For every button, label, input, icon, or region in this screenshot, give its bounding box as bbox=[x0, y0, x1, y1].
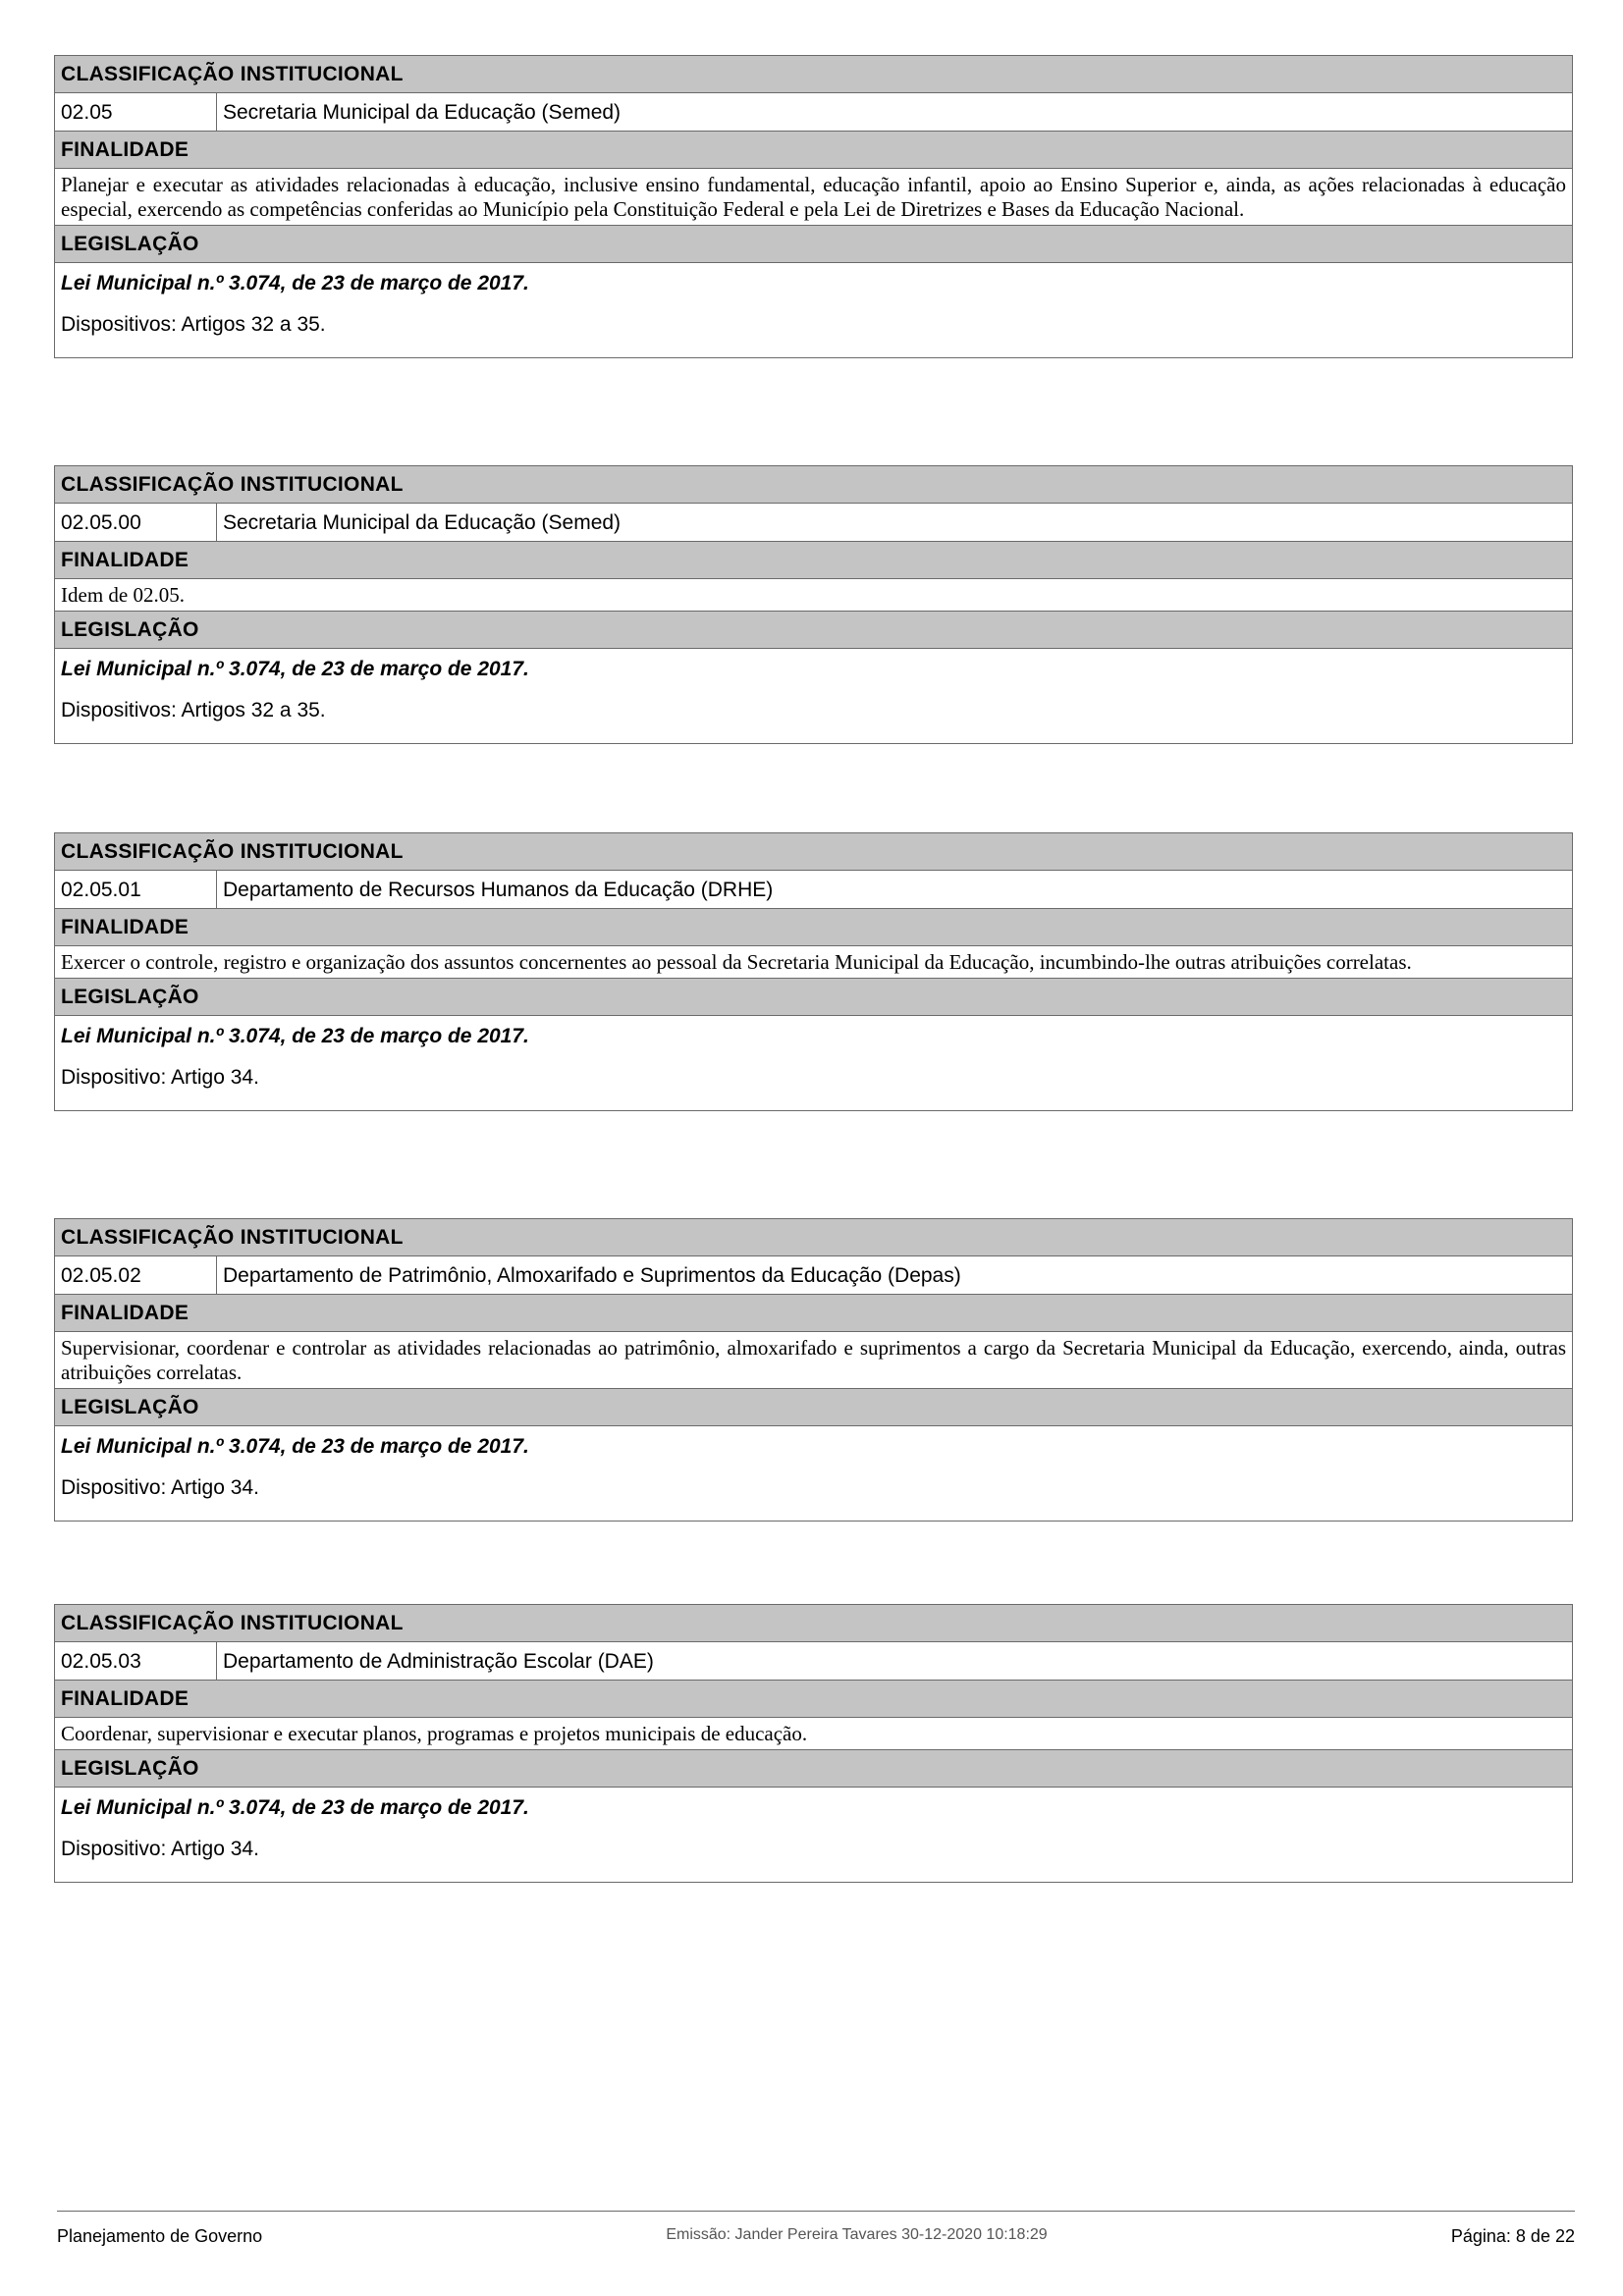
classification-code: 02.05.01 bbox=[55, 871, 217, 908]
purpose-text: Supervisionar, coordenar e controlar as atividades relacionadas ao patrimônio, almoxarifado e suprimentos a cargo da Secretaria Municipal da Educação, exercendo, ainda, outras atribuições correlatas. bbox=[55, 1332, 1572, 1389]
classification-block bbox=[54, 55, 1573, 358]
purpose-header: FINALIDADE bbox=[55, 1295, 1572, 1332]
purpose-header: FINALIDADE bbox=[55, 132, 1572, 169]
legislation-section bbox=[55, 649, 1572, 743]
page-footer bbox=[57, 2211, 1575, 2247]
provisions-text: Dispositivos: Artigos 32 a 35. bbox=[61, 699, 326, 721]
law-reference: Lei Municipal n.º 3.074, de 23 de março de 2017. bbox=[61, 658, 529, 680]
legislation-section bbox=[55, 1426, 1572, 1521]
unit-name: Departamento de Patrimônio, Almoxarifado e Suprimentos da Educação (Depas) bbox=[223, 1264, 961, 1287]
law-reference: Lei Municipal n.º 3.074, de 23 de março de 2017. bbox=[61, 1025, 529, 1047]
law-reference: Lei Municipal n.º 3.074, de 23 de março de 2017. bbox=[61, 1796, 529, 1819]
legislation-header: LEGISLAÇÃO bbox=[55, 979, 1572, 1016]
classification-header: CLASSIFICAÇÃO INSTITUCIONAL bbox=[55, 1219, 1572, 1256]
purpose-text: Idem de 02.05. bbox=[55, 579, 1572, 612]
classification-code: 02.05 bbox=[55, 93, 217, 131]
unit-name: Secretaria Municipal da Educação (Semed) bbox=[223, 101, 622, 124]
page-number: Página: 8 de 22 bbox=[1450, 2226, 1575, 2246]
purpose-text: Planejar e executar as atividades relacionadas à educação, inclusive ensino fundamental, educação infantil, apoio ao Ensino Superior e, ainda, as ações relacionadas à educação especial, exercendo as competências conferidas ao Município pela Constituição Federal e pela Lei de Diretrizes e Bases da Educação Nacional. bbox=[55, 169, 1572, 226]
provisions-text: Dispositivo: Artigo 34. bbox=[61, 1066, 259, 1089]
identifier-row bbox=[55, 871, 1572, 909]
classification-header: CLASSIFICAÇÃO INSTITUCIONAL bbox=[55, 833, 1572, 871]
unit-name: Secretaria Municipal da Educação (Semed) bbox=[223, 511, 622, 534]
identifier-row bbox=[55, 93, 1572, 132]
provisions-text: Dispositivo: Artigo 34. bbox=[61, 1838, 259, 1860]
classification-code: 02.05.02 bbox=[55, 1256, 217, 1294]
legislation-header: LEGISLAÇÃO bbox=[55, 612, 1572, 649]
classification-block bbox=[54, 1218, 1573, 1522]
provisions-text: Dispositivo: Artigo 34. bbox=[61, 1476, 259, 1499]
legislation-header: LEGISLAÇÃO bbox=[55, 226, 1572, 263]
purpose-header: FINALIDADE bbox=[55, 542, 1572, 579]
identifier-row bbox=[55, 504, 1572, 542]
legislation-header: LEGISLAÇÃO bbox=[55, 1389, 1572, 1426]
purpose-text: Exercer o controle, registro e organização dos assuntos concernentes ao pessoal da Secretaria Municipal da Educação, incumbindo-lhe outras atribuições correlatas. bbox=[55, 946, 1572, 979]
classification-header: CLASSIFICAÇÃO INSTITUCIONAL bbox=[55, 56, 1572, 93]
classification-code: 02.05.03 bbox=[55, 1642, 217, 1680]
footer-emission: Emissão: Jander Pereira Tavares 30-12-2020 10:18:29 bbox=[666, 2226, 1048, 2243]
law-reference: Lei Municipal n.º 3.074, de 23 de março de 2017. bbox=[61, 272, 529, 294]
classification-code: 02.05.00 bbox=[55, 504, 217, 541]
law-reference: Lei Municipal n.º 3.074, de 23 de março de 2017. bbox=[61, 1435, 529, 1458]
provisions-text: Dispositivos: Artigos 32 a 35. bbox=[61, 313, 326, 336]
classification-block bbox=[54, 465, 1573, 744]
legislation-section bbox=[55, 1016, 1572, 1110]
classification-header: CLASSIFICAÇÃO INSTITUCIONAL bbox=[55, 1605, 1572, 1642]
purpose-text: Coordenar, supervisionar e executar planos, programas e projetos municipais de educação. bbox=[55, 1718, 1572, 1750]
classification-block bbox=[54, 1604, 1573, 1883]
purpose-header: FINALIDADE bbox=[55, 1681, 1572, 1718]
identifier-row bbox=[55, 1256, 1572, 1295]
purpose-header: FINALIDADE bbox=[55, 909, 1572, 946]
unit-name: Departamento de Administração Escolar (DAE) bbox=[223, 1650, 654, 1673]
legislation-header: LEGISLAÇÃO bbox=[55, 1750, 1572, 1788]
legislation-section bbox=[55, 1788, 1572, 1882]
footer-title: Planejamento de Governo bbox=[57, 2226, 263, 2246]
legislation-section bbox=[55, 263, 1572, 357]
classification-header: CLASSIFICAÇÃO INSTITUCIONAL bbox=[55, 466, 1572, 504]
classification-block bbox=[54, 832, 1573, 1111]
identifier-row bbox=[55, 1642, 1572, 1681]
unit-name: Departamento de Recursos Humanos da Educação (DRHE) bbox=[223, 879, 774, 901]
